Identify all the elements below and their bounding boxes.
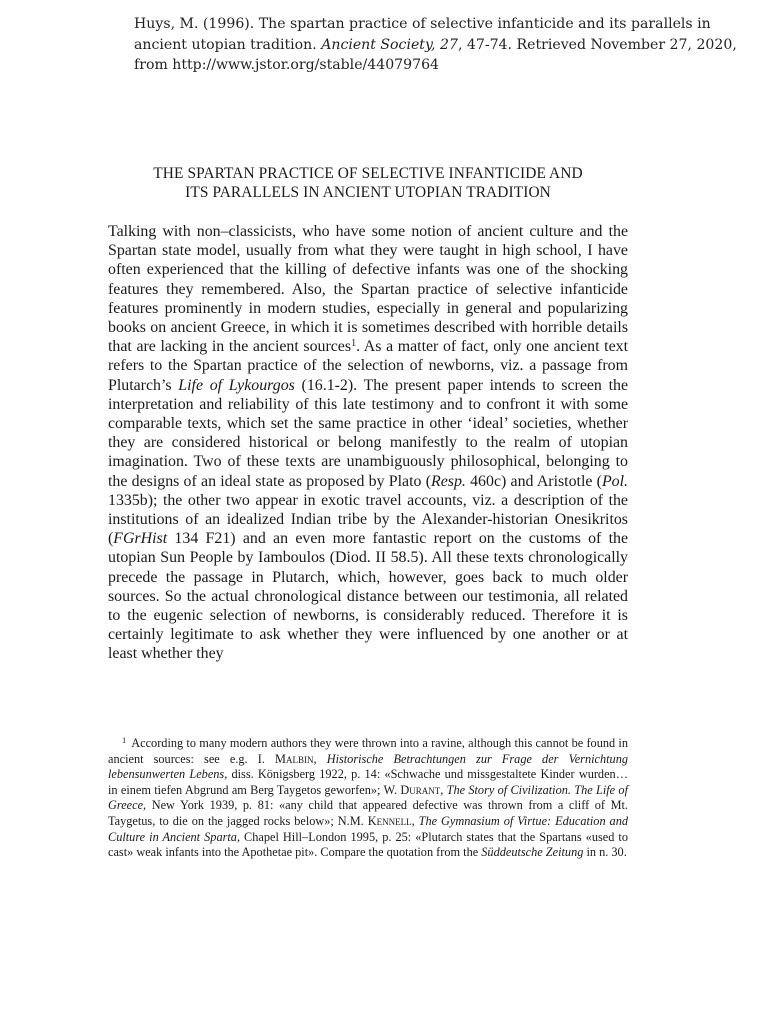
footnote-text: , Chapel Hill–London 1995, p. 25: «Plutarch states that the Spartans «used to cast» weak infants into the Apothetae pit». Compare the quotation from the [108, 829, 628, 860]
body-paragraph [108, 222, 628, 664]
footnote-text: , [411, 813, 419, 828]
footnote-author: Kennell [367, 813, 412, 828]
footnote-work-title: Süddeutsche Zeitung [481, 845, 584, 860]
citation-authors: Huys, M. (1996). The spartan practice of selective infanticide and its parallels in ancient utopian tradition. [134, 16, 711, 53]
citation-header [134, 14, 744, 76]
body-text-segment: Talking with non–classicists, who have some notion of ancient culture and the Spartan state model, usually from what they were taught in high school, I have often experienced that the killing of defective infants was one of the shocking features they remembered. Also, the Spartan practice of selective infanticide features prominently in modern studies, especially in general and popularizing books on ancient Greece, in which it is sometimes described with horrible details that are lacking in the ancient sources [108, 223, 628, 356]
footnote-1 [108, 736, 628, 861]
footnote-work-title: The Story of Civilization. The Life of Greece [108, 782, 628, 813]
footnote-text: , [313, 751, 327, 766]
footnote-reference[interactable]: 1 [351, 338, 357, 350]
footnote-text: , New York 1939, p. 81: «any child that appeared defective was thrown from a cliff of Mt. Taygetus, to die on the jagged rocks below»; N.M. [108, 798, 628, 828]
footnote-text: in n. 30. [583, 845, 627, 860]
citation-rest: , 47-74. Retrieved November 27, 2020, from http://www.jstor.org/stable/44079764 [134, 36, 737, 73]
citation-journal: Ancient Society, 27 [321, 36, 458, 53]
footnote-author: Durant [400, 782, 441, 797]
body-text-segment: 134 F21) and an even more fantastic report on the customs of the utopian Sun People by Iamboulos (Diod. II 58.5). All these texts chronologically precede the passage in Plutarch, which, however, goes back to much older sources. So the actual chronological distance between our testimonia, all related to the eugenic selection of newborns, is considerably reduced. Therefore it is certainly legitimate to ask whether they were influenced by one another or at least whether they [108, 530, 628, 663]
body-text-segment: 1335b); the other two appear in exotic travel accounts, viz. a description of the institutions of an idealized Indian tribe by the Alexander-historian Onesikritos ( [108, 491, 628, 548]
footnote-text: According to many modern authors they were thrown into a ravine, although this cannot be found in ancient sources: see e.g. I. [108, 736, 628, 766]
body-italic-title: Pol. [601, 472, 629, 490]
footnote-author: Malbin [275, 751, 314, 766]
body-italic-title: Resp. [431, 472, 466, 490]
body-text-segment: 460c) and Aristotle ( [465, 472, 602, 490]
body-text-segment: (16.1-2). The present paper intends to screen the interpretation and reliability of this late testimony and to confront it with some comparable texts, which set the same practice in other ‘ideal’ societies, whether they are considered historical or belong manifestly to the realm of utopian imagination. Two of these texts are unambiguously philosophical, belonging to the designs of an ideal state as proposed by Plato ( [108, 376, 629, 490]
footnote-work-title: Historische Betrachtungen zur Frage der Vernichtung lebensunwerten Lebens [108, 751, 628, 782]
footnote-text: , diss. Königsberg 1922, p. 14: «Schwache und missgestaltete Kinder wurden… in einem tiefen Abgrund am Berg Taygetos geworfen»; W. [108, 767, 628, 797]
article-title-line-2: ITS PARALLELS IN ANCIENT UTOPIAN TRADITION [185, 184, 551, 201]
body-italic-title: FGrHist [113, 530, 168, 548]
body-italic-title: Life of Lykourgos [178, 376, 295, 394]
article-title [108, 164, 628, 202]
footnote-text: , [440, 782, 447, 797]
body-text-segment: . As a matter of fact, only one ancient text refers to the Spartan practice of the selection of newborns, viz. a passage from Plutarch’s [108, 338, 628, 394]
footnote-work-title: The Gymnasium of Virtue: Education and Culture in Ancient Sparta [108, 813, 628, 844]
footnote-number: 1 [122, 735, 127, 745]
article-title-line-1: THE SPARTAN PRACTICE OF SELECTIVE INFANTICIDE AND [153, 165, 583, 182]
